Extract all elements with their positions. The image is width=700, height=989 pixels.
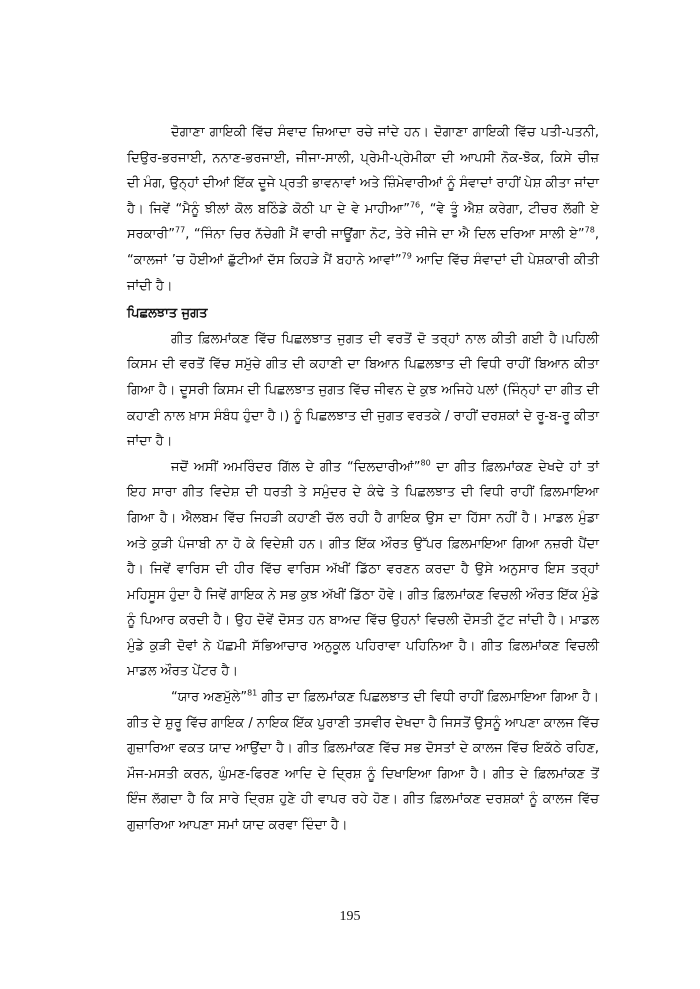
- text-segment: “ਯਾਰ ਅਣਮੁੱਲੇ”: [171, 690, 248, 706]
- text-segment: , “ਵੇ ਤੂੰ ਐਸ਼ ਕਰੇਗਾ, ਟੀਚਰ ਲੱਗੀ ਏ ਸਰਕਾਰੀ”: [127, 201, 599, 243]
- text-segment: ਗੀਤ ਦਾ ਫ਼ਿਲਮਾਂਕਣ ਪਿਛਲਝਾਤ ਦੀ ਵਿਧੀ ਰਾਹੀਂ ਫ਼ਿਲਮਾਇਆ ਗਿਆ ਹੈ। ਗੀਤ ਦੇ ਸ਼ੁਰੂ ਵਿੱਚ ਗਾਇਕ / ਨਾਇਕ ਇੱਕ ਪੁਰਾਣੀ ਤਸਵੀਰ ਦੇਖਦਾ ਹੈ ਜਿਸਤੋਂ ਉਸਨੂੰ ਆਪਣਾ ਕਾਲਜ ਵਿੱਚ ਗੁਜ਼ਾਰਿਆ ਵਕਤ ਯਾਦ ਆਉਂਦਾ ਹੈ। ਗੀਤ ਫ਼ਿਲਮਾਂਕਣ ਵਿੱਚ ਸਭ ਦੋਸਤਾਂ ਦੇ ਕਾਲਜ ਵਿੱਚ ਇਕੱਠੇ ਰਹਿਣ, ਮੌਜ-ਮਸਤੀ ਕਰਨ, ਘੁੰਮਣ-ਫਿਰਣ ਆਦਿ ਦੇ ਦ੍ਰਿਸ਼ ਨੂੰ ਦਿਖਾਇਆ ਗਿਆ ਹੈ। ਗੀਤ ਦੇ ਫ਼ਿਲਮਾਂਕਣ ਤੋਂ ਇੰਜ ਲੱਗਦਾ ਹੈ ਕਿ ਸਾਰੇ ਦ੍ਰਿਸ਼ ਹੁਣੇ ਹੀ ਵਾਪਰ ਰਹੇ ਹੋਣ। ਗੀਤ ਫ਼ਿਲਮਾਂਕਣ ਦਰਸ਼ਕਾਂ ਨੂੰ ਕਾਲਜ ਵਿੱਚ ਗੁਜ਼ਾਰਿਆ ਆਪਣਾ ਸਮਾਂ ਯਾਦ ਕਰਵਾ ਦਿੰਦਾ ਹੈ।: [127, 690, 599, 834]
- paragraph-yaar-anmulle: [127, 685, 599, 839]
- text-segment: ਜਦੋਂ ਅਸੀਂ ਅਮਰਿੰਦਰ ਗਿੱਲ ਦੇ ਗੀਤ “ਦਿਲਦਾਰੀਆਂ”: [171, 459, 421, 475]
- text-segment: ਦੋਗਾਣਾ ਗਾਇਕੀ ਵਿੱਚ ਸੰਵਾਦ ਜ਼ਿਆਦਾ ਰਚੇ ਜਾਂਦੇ ਹਨ। ਦੋਗਾਣਾ ਗਾਇਕੀ ਵਿੱਚ ਪਤੀ-ਪਤਨੀ, ਦਿਉਰ-ਭਰਜਾਈ, ਨਨਾਣ-ਭਰਜਾਈ, ਜੀਜਾ-ਸਾਲੀ, ਪ੍ਰੇਮੀ-ਪ੍ਰੇਮੀਕਾ ਦੀ ਆਪਸੀ ਨੋਕ-ਝੋਕ, ਕਿਸੇ ਚੀਜ਼ ਦੀ ਮੰਗ, ਉਨ੍ਹਾਂ ਦੀਆਂ ਇੱਕ ਦੂਜੇ ਪ੍ਰਤੀ ਭਾਵਨਾਵਾਂ ਅਤੇ ਜ਼ਿੰਮੇਵਾਰੀਆਂ ਨੂੰ ਸੰਵਾਦਾਂ ਰਾਹੀਂ ਪੇਸ਼ ਕੀਤਾ ਜਾਂਦਾ ਹੈ। ਜਿਵੇਂ “ਮੈਨੂੰ ਝੀਲਾਂ ਕੋਲ ਬਠਿੰਡੇ ਕੋਠੀ ਪਾ ਦੇ ਵੇ ਮਾਹੀਆ”: [127, 125, 599, 217]
- paragraph-duet-dialogue: [127, 120, 599, 299]
- footnote-ref-79: 79: [401, 251, 412, 261]
- document-page: [127, 120, 599, 839]
- footnote-ref-77: 77: [175, 226, 186, 236]
- text-segment: ਆਦਿ ਵਿੱਚ ਸੰਵਾਦਾਂ ਦੀ ਪੇਸ਼ਕਾਰੀ ਕੀਤੀ ਜਾਂਦੀ ਹੈ।: [127, 252, 600, 294]
- footnote-ref-80: 80: [420, 458, 431, 468]
- footnote-ref-76: 76: [409, 200, 421, 210]
- text-segment: , “ਜਿੰਨਾ ਚਿਰ ਨੱਚੇਗੀ ਮੈਂ ਵਾਰੀ ਜਾਊਂਗਾ ਨੋਟ, ਤੇਰੇ ਜੀਜੇ ਦਾ ਐ ਦਿਲ ਦਰਿਆ ਸਾਲੀ ਏ”: [185, 227, 585, 243]
- paragraph-flashback-intro: [127, 327, 599, 455]
- paragraph-dildariyan: [127, 455, 599, 685]
- page-number: 195: [339, 909, 361, 924]
- text-segment: ਦਾ ਗੀਤ ਫ਼ਿਲਮਾਂਕਣ ਦੇਖਦੇ ਹਾਂ ਤਾਂ ਇਹ ਸਾਰਾ ਗੀਤ ਵਿਦੇਸ਼ ਦੀ ਧਰਤੀ ਤੇ ਸਮੁੰਦਰ ਦੇ ਕੰਢੇ ਤੇ ਪਿਛਲਝਾਤ ਦੀ ਵਿਧੀ ਰਾਹੀਂ ਫ਼ਿਲਮਾਇਆ ਗਿਆ ਹੈ। ਐਲਬਮ ਵਿੱਚ ਜਿਹੜੀ ਕਹਾਣੀ ਚੱਲ ਰਹੀ ਹੈ ਗਾਇਕ ਉਸ ਦਾ ਹਿੱਸਾ ਨਹੀਂ ਹੈ। ਮਾਡਲ ਮੁੰਡਾ ਅਤੇ ਕੁੜੀ ਪੰਜਾਬੀ ਨਾ ਹੋ ਕੇ ਵਿਦੇਸ਼ੀ ਹਨ। ਗੀਤ ਇੱਕ ਔਰਤ ਉੱਪਰ ਫ਼ਿਲਮਾਇਆ ਗਿਆ ਨਜ਼ਰੀ ਪੈਂਦਾ ਹੈ। ਜਿਵੇਂ ਵਾਰਿਸ ਦੀ ਹੀਰ ਵਿੱਚ ਵਾਰਿਸ ਅੱਖੀਂ ਡਿੱਠਾ ਵਰਣਨ ਕਰਦਾ ਹੈ ਉਸੇ ਅਨੁਸਾਰ ਇਸ ਤਰ੍ਹਾਂ ਮਹਿਸੂਸ ਹੁੰਦਾ ਹੈ ਜਿਵੇਂ ਗਾਇਕ ਨੇ ਸਭ ਕੁਝ ਅੱਖੀਂ ਡਿੱਠਾ ਹੋਵੇ। ਗੀਤ ਫ਼ਿਲਮਾਂਕਣ ਵਿਚਲੀ ਔਰਤ ਇੱਕ ਮੁੰਡੇ ਨੂੰ ਪਿਆਰ ਕਰਦੀ ਹੈ। ਉਹ ਦੋਵੇਂ ਦੋਸਤ ਹਨ ਬਾਅਦ ਵਿੱਚ ਉਹਨਾਂ ਵਿਚਲੀ ਦੋਸਤੀ ਟੁੱਟ ਜਾਂਦੀ ਹੈ। ਮਾਡਲ ਮੁੰਡੇ ਕੁੜੀ ਦੋਵਾਂ ਨੇ ਪੱਛਮੀ ਸੱਭਿਆਚਾਰ ਅਨੁਕੂਲ ਪਹਿਰਾਵਾ ਪਹਿਨਿਆ ਹੈ। ਗੀਤ ਫ਼ਿਲਮਾਂਕਣ ਵਿਚਲੀ ਮਾਡਲ ਔਰਤ ਪੇਂਟਰ ਹੈ।: [127, 459, 599, 680]
- footnote-ref-78: 78: [584, 226, 595, 236]
- section-heading: ਪਿਛਲਝਾਤ ਜੁਗਤ: [127, 306, 208, 322]
- footnote-ref-81: 81: [247, 688, 258, 698]
- text-segment: , “ਕਾਲਜਾਂ ’ਚ ਹੋਈਆਂ ਛੁੱਟੀਆਂ ਦੱਸ ਕਿਹੜੇ ਮੈਂ ਬਹਾਨੇ ਆਵਾਂ”: [127, 227, 599, 268]
- text-segment: ਗੀਤ ਫ਼ਿਲਮਾਂਕਣ ਵਿੱਚ ਪਿਛਲਝਾਤ ਜੁਗਤ ਦੀ ਵਰਤੋਂ ਦੋ ਤਰ੍ਹਾਂ ਨਾਲ ਕੀਤੀ ਗਈ ਹੈ।ਪਹਿਲੀ ਕਿਸਮ ਦੀ ਵਰਤੋਂ ਵਿੱਚ ਸਮੁੱਚੇ ਗੀਤ ਦੀ ਕਹਾਣੀ ਦਾ ਬਿਆਨ ਪਿਛਲਝਾਤ ਦੀ ਵਿਧੀ ਰਾਹੀਂ ਬਿਆਨ ਕੀਤਾ ਗਿਆ ਹੈ। ਦੂਸਰੀ ਕਿਸਮ ਦੀ ਪਿਛਲਝਾਤ ਜੁਗਤ ਵਿੱਚ ਜੀਵਨ ਦੇ ਕੁਝ ਅਜਿਹੇ ਪਲਾਂ (ਜਿੰਨ੍ਹਾਂ ਦਾ ਗੀਤ ਦੀ ਕਹਾਣੀ ਨਾਲ ਖ਼ਾਸ ਸੰਬੰਧ ਹੁੰਦਾ ਹੈ।) ਨੂੰ ਪਿਛਲਝਾਤ ਦੀ ਜੁਗਤ ਵਰਤਕੇ / ਰਾਹੀਂ ਦਰਸ਼ਕਾਂ ਦੇ ਰੂ-ਬ-ਰੂ ਕੀਤਾ ਜਾਂਦਾ ਹੈ।: [127, 331, 599, 450]
